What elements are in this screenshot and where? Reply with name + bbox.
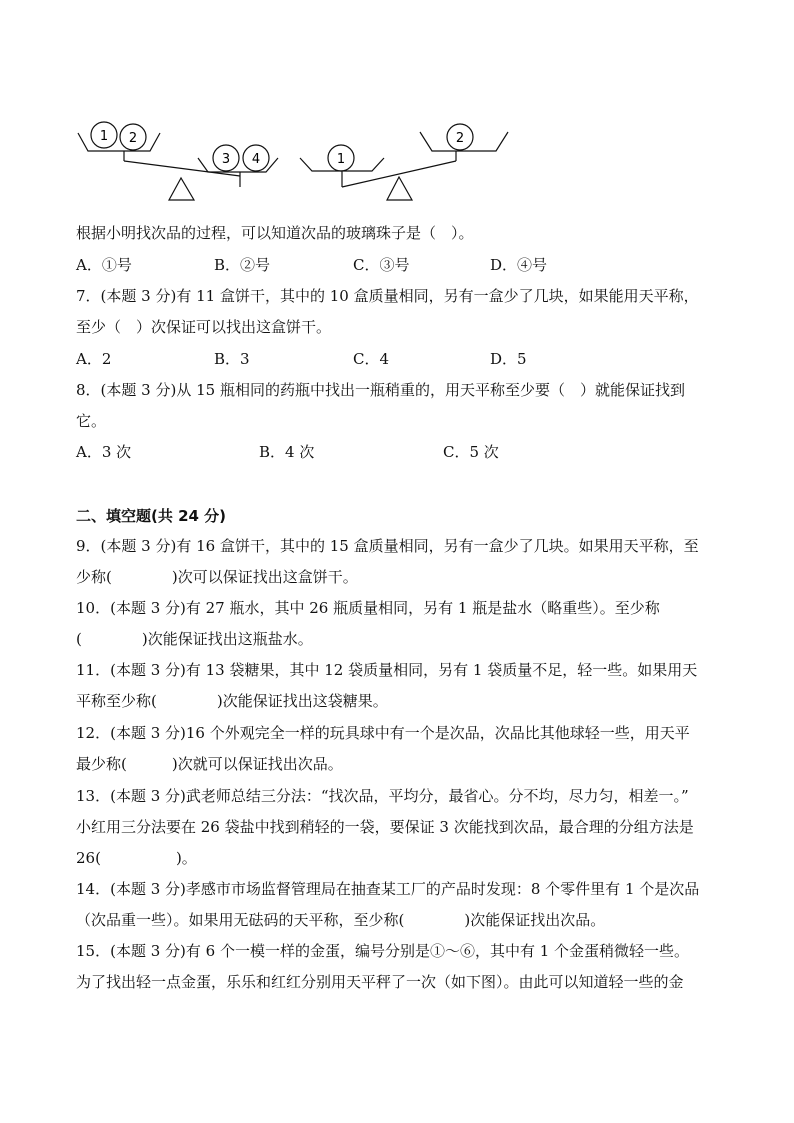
ball-label: 2 — [455, 131, 465, 146]
q13-line3: 26( )。 — [76, 849, 197, 867]
q7-line2: 至少（ ）次保证可以找出这盒饼干。 — [76, 318, 332, 336]
q8-option-a[interactable]: A．3 次 — [76, 443, 132, 461]
q6-stem: 根据小明找次品的过程，可以知道次品的玻璃珠子是（ ）。 — [76, 224, 474, 242]
q8-line1: 8．(本题 3 分)从 15 瓶相同的药瓶中找出一瓶稍重的，用天平称至少要（ ）就能保证找到 — [76, 381, 685, 399]
section-heading: 二、填空题(共 24 分) — [76, 507, 227, 525]
q6-option-b[interactable]: B．②号 — [214, 256, 271, 274]
q12-line2: 最少称( )次就可以保证找出次品。 — [76, 755, 343, 773]
ball-label: 4 — [251, 152, 261, 167]
ball-label: 1 — [336, 152, 346, 167]
q15-line2: 为了找出轻一点金蛋，乐乐和红红分别用天平秤了一次（如下图）。由此可以知道轻一些的金 — [76, 973, 684, 991]
q14-line1: 14．(本题 3 分)孝感市市场监督管理局在抽查某工厂的产品时发现：8 个零件里有 1 个是次品 — [76, 880, 700, 898]
q8-option-b[interactable]: B．4 次 — [259, 443, 315, 461]
q7-line1: 7．(本题 3 分)有 11 盒饼干，其中的 10 盒质量相同，另有一盒少了几块，如果能用天平称， — [76, 287, 699, 305]
q7-option-c[interactable]: C．4 — [353, 350, 390, 368]
q6-option-c[interactable]: C．③号 — [353, 256, 410, 274]
ball-label: 2 — [128, 131, 138, 146]
ball-label: 3 — [221, 152, 231, 167]
q13-line1: 13．(本题 3 分)武老师总结三分法：“找次品，平均分，最省心。分不均，尽力匀，相差一。” — [76, 787, 689, 805]
q8-line2: 它。 — [76, 412, 107, 430]
q7-option-b[interactable]: B．3 — [214, 350, 250, 368]
q10-line2: ( )次能保证找出这瓶盐水。 — [76, 630, 313, 648]
q6-option-a[interactable]: A．①号 — [76, 256, 132, 274]
q8-option-c[interactable]: C．5 次 — [443, 443, 499, 461]
q12-line1: 12．(本题 3 分)16 个外观完全一样的玩具球中有一个是次品，次品比其他球轻一些，用天平 — [76, 724, 690, 742]
q9-line1: 9．(本题 3 分)有 16 盒饼干，其中的 15 盒质量相同，另有一盒少了几块。如果用天平称，至 — [76, 537, 699, 555]
q10-line1: 10．(本题 3 分)有 27 瓶水，其中 26 瓶质量相同，另有 1 瓶是盐水（略重些）。至少称 — [76, 599, 660, 617]
q15-line1: 15．(本题 3 分)有 6 个一模一样的金蛋，编号分别是①～⑥，其中有 1 个金蛋稍微轻一些。 — [76, 942, 690, 960]
q9-line2: 少称( )次可以保证找出这盒饼干。 — [76, 568, 358, 586]
q7-option-d[interactable]: D．5 — [490, 350, 527, 368]
q13-line2: 小红用三分法要在 26 袋盐中找到稍轻的一袋，要保证 3 次能找到次品，最合理的分组方法是 — [76, 818, 694, 836]
q11-line2: 平称至少称( )次能保证找出这袋糖果。 — [76, 692, 388, 710]
q11-line1: 11．(本题 3 分)有 13 袋糖果，其中 12 袋质量相同，另有 1 袋质量不足，轻一些。如果用天 — [76, 661, 698, 679]
ball-label: 1 — [99, 129, 109, 144]
q14-line2: （次品重一些）。如果用无砝码的天平称，至少称( )次能保证找出次品。 — [76, 911, 606, 929]
q7-option-a[interactable]: A．2 — [76, 350, 112, 368]
q6-option-d[interactable]: D．④号 — [490, 256, 548, 274]
